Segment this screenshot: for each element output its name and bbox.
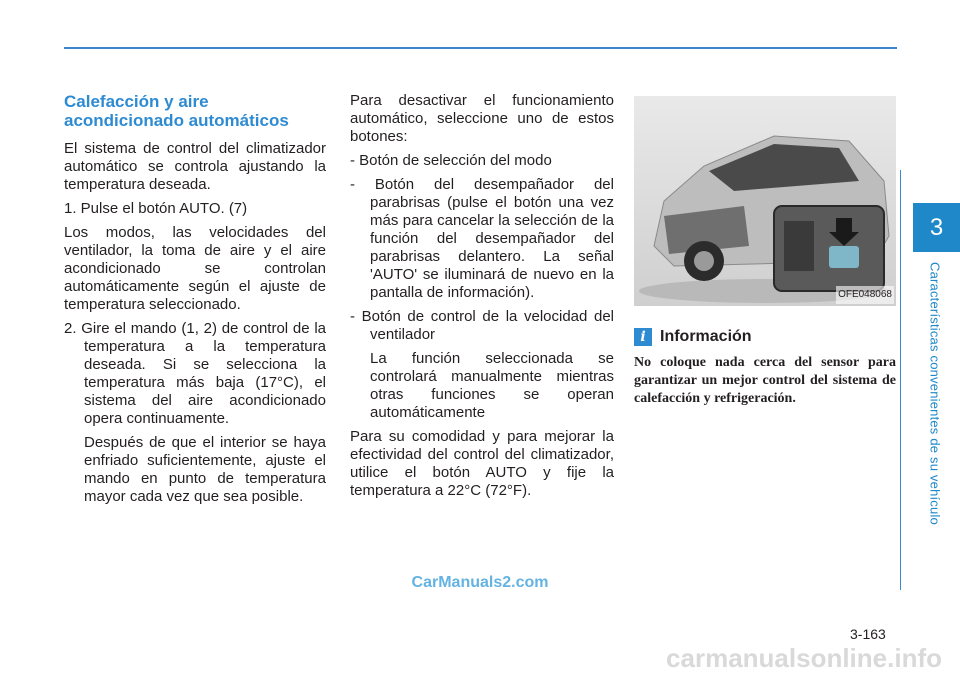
page-number: 3-163 <box>850 626 886 642</box>
watermark-carmanuals2[interactable]: CarManuals2.com <box>411 574 549 591</box>
info-header <box>634 328 896 346</box>
deactivate-intro: Para desactivar el funcionamiento automático, seleccione uno de estos botones: <box>350 92 614 145</box>
step-2-detail: Después de que el interior se haya enfriado suficientemente, ajuste el mando en punto de temperatura mayor cada vez que sea posible. <box>84 434 326 505</box>
info-body: No coloque nada cerca del sensor para garantizar un mejor control del sistema de calefacción y refrigeración. <box>634 355 896 406</box>
car-illustration <box>634 96 896 306</box>
watermark-carmanualsonline: carmanualsonline.info <box>666 643 942 673</box>
column-2 <box>350 92 614 506</box>
step-1: 1. Pulse el botón AUTO. (7) <box>64 200 248 217</box>
section-heading: Calefacción y aire acondicionado automáticos <box>64 92 289 130</box>
top-rule <box>64 47 897 49</box>
step-1-detail: Los modos, las velocidades del ventilador, la toma de aire y el aire acondicionado se controlan automáticamente según el ajuste de temperatura seleccionado. <box>64 224 326 313</box>
chapter-side-title: Características convenientes de su vehículo <box>927 262 943 525</box>
closing-paragraph: Para su comodidad y para mejorar la efectividad del control del climatizador, utilice el botón AUTO y fije la temperatura a 22°C (72°F). <box>350 428 614 499</box>
info-icon: i <box>634 328 652 346</box>
chapter-tab: 3 <box>913 203 960 252</box>
bullet-defroster-button: - Botón del desempañador del parabrisas (pulse el botón una vez más para cancelar la selección de la función del desempañador del parabrisas delantero. La señal 'AUTO' se iluminará de nuevo en la pantalla de información). <box>350 176 614 301</box>
bullet-fan-speed-button: - Botón de control de la velocidad del ventilador <box>350 308 614 343</box>
intro-paragraph: El sistema de control del climatizador automático se controla ajustando la temperatura deseada. <box>64 140 326 193</box>
bullet-fan-speed-detail: La función seleccionada se controlará manualmente mientras otras funciones se operan automáticamente <box>370 350 614 421</box>
column-3 <box>634 92 896 408</box>
bullet-mode-button: - Botón de selección del modo <box>350 152 552 169</box>
right-rule <box>900 170 901 590</box>
vehicle-sensor-photo <box>634 96 896 306</box>
figure-code: OFE048068 <box>836 286 894 304</box>
step-2: 2. Gire el mando (1, 2) de control de la temperatura a la temperatura deseada. Si se selecciona la temperatura más baja (17°C), el sistema del aire acondicionado opera continuamente. <box>64 320 326 427</box>
column-1 <box>64 92 326 512</box>
info-title: Información <box>660 328 752 345</box>
